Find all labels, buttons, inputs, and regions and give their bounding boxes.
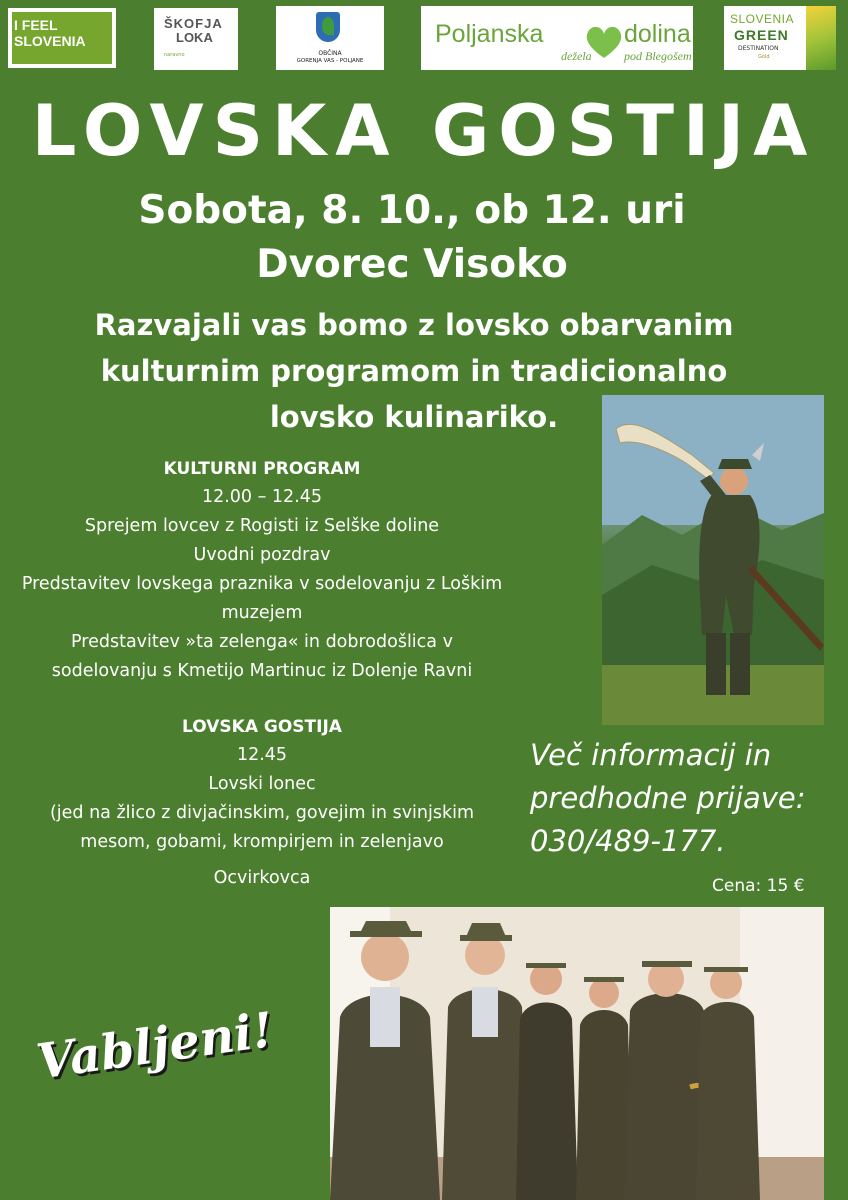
program-line: mesom, gobami, krompirjem in zelenjavo [80, 832, 444, 852]
program-line: sodelovanju s Kmetijo Martinuc iz Dolenje Ravni [51, 661, 473, 681]
cultural-program [0, 455, 524, 686]
hunting-feast-program [0, 713, 524, 857]
program-line: Sprejem lovcev z Rogisti iz Selške doline [84, 516, 440, 536]
intro-line: lovsko kulinariko. [269, 400, 559, 434]
info-line: Več informacij in [530, 738, 772, 772]
logo-text: SLOVENIA [14, 33, 86, 49]
logo-text: dolina [624, 20, 691, 48]
program-line: Predstavitev »ta zelenga« in dobrodošlica v [71, 632, 453, 652]
section-heading: KULTURNI PROGRAM [163, 459, 361, 479]
logo-text: pod Blegošem [624, 49, 692, 63]
intro-line: Razvajali vas bomo z lovsko obarvanim [94, 308, 734, 342]
logo-text: GORENJA VAS - POLJANE [296, 58, 364, 64]
logo-text: Poljanska [435, 20, 544, 48]
phone-number: 030/489-177. [530, 824, 726, 858]
program-line: Predstavitev lovskega praznika v sodelovanju z Loškim [21, 574, 503, 594]
program-line: (jed na žlico z divjačinskim, govejim in svinjskim [49, 803, 475, 823]
section-heading: LOVSKA GOSTIJA [182, 717, 342, 737]
event-venue: Dvorec Visoko [256, 242, 568, 287]
program-line: 12.45 [236, 745, 288, 765]
intro-line: kulturnim programom in tradicionalno [100, 354, 728, 388]
i-feel-slovenia-logo [8, 8, 116, 68]
info-line: predhodne prijave: [530, 781, 806, 815]
hunter-horn-photo [602, 395, 824, 725]
event-date: Sobota, 8. 10., ob 12. uri [138, 188, 686, 233]
logo-text: Gold [758, 54, 770, 60]
program-line: muzejem [221, 603, 303, 623]
logo-text: dežela [561, 49, 592, 63]
hunters-group-photo [330, 907, 824, 1200]
price-label: Cena: 15 € [712, 876, 805, 896]
logo-text: naravno [164, 52, 185, 58]
logo-text: GREEN [734, 27, 789, 43]
program-line: Ocvirkovca [213, 868, 311, 888]
program-line: 12.00 – 12.45 [201, 487, 323, 507]
welcome-text: Vabljeni! [33, 1001, 277, 1091]
logo-text: DESTINATION [738, 45, 779, 52]
obcina-gorenja-vas-poljane-logo [276, 6, 384, 70]
logo-text: OBČINA [318, 50, 342, 57]
leaf-icon [806, 6, 836, 70]
logo-text: I FEEL [14, 17, 58, 33]
poljanska-dolina-logo [421, 6, 693, 70]
slovenia-green-destination-logo [724, 6, 836, 70]
info-text [530, 734, 840, 863]
hunters-group-illustration [330, 907, 824, 1200]
hunter-illustration [602, 395, 824, 725]
program-line: Uvodni pozdrav [193, 545, 331, 565]
logo-text: ŠKOFJA [164, 16, 223, 31]
logo-text: SLOVENIA [730, 12, 795, 26]
coat-of-arms-icon [316, 12, 340, 42]
page-title: LOVSKA GOSTIJA [31, 90, 817, 172]
skofja-loka-logo [154, 8, 238, 70]
program-line: Lovski lonec [208, 774, 316, 794]
logo-text: LOKA [176, 30, 213, 45]
